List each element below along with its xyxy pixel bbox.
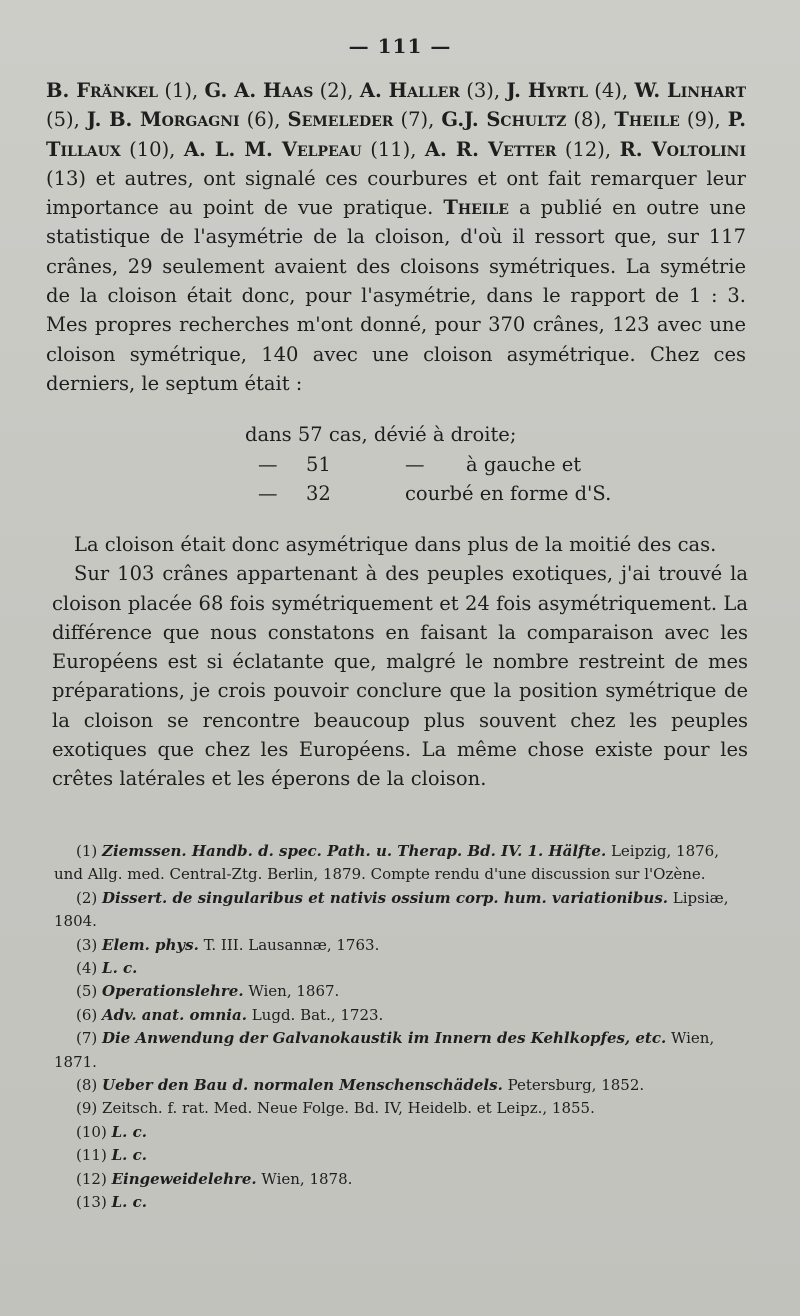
author-name: B. Fränkel [46, 79, 159, 102]
case-description: courbé en forme d'S. [405, 482, 612, 505]
case-text: dans 57 cas, dévié à droite; [245, 423, 517, 446]
author-name: A. L. M. Velpeau [183, 137, 362, 161]
footnote-number: (6) [76, 1005, 98, 1024]
footnote [54, 1191, 748, 1214]
footnote [54, 957, 748, 980]
ditto-dash: — [258, 482, 278, 505]
ref-text: (10), [120, 137, 184, 161]
ref-text: (9), [679, 108, 728, 132]
paragraph-authors [46, 76, 746, 398]
footnote-number: (7) [76, 1029, 98, 1048]
footnote-title: L. c. [111, 1193, 147, 1212]
ditto-dash: — [258, 452, 278, 476]
ref-text: (12), [556, 137, 620, 161]
author-name: A. R. Vetter [424, 137, 557, 161]
body-text: a publié en outre une statistique de l'asymétrie de la cloison, d'où il ressort que, sur 117 crânes, 29 seulement avaient des cloisons symétriques. La symétrie de la cloison était donc, pour l'asymétrie, dans le rapport de 1 : 3. Mes propres recherches m'ont donné, pour 370 crânes, 123 avec une cloison symétrique, 140 avec une cloison asymétrique. Chez ces derniers, le septum était : [46, 196, 746, 395]
footnote [54, 1144, 748, 1167]
ref-text: (11), [361, 137, 425, 161]
case-row [0, 479, 800, 509]
footnote-number: (13) [76, 1193, 107, 1212]
footnote-text: T. III. Lausannæ, 1763. [198, 935, 380, 954]
footnote-text: Wien, 1867. [243, 982, 340, 1001]
author-name: Theile [443, 196, 509, 220]
footnote-number: (1) [76, 842, 98, 860]
footnote-title: L. c. [111, 1146, 147, 1165]
author-name: G.J. Schultz [441, 108, 567, 132]
footnote [54, 980, 748, 1003]
ref-text: (2), [313, 79, 360, 102]
author-name: Theile [614, 108, 680, 132]
body-text: (13) et autres, ont signalé ces courbures et ont fait remarquer leur importance au point de vue pratique. [46, 166, 746, 220]
author-name: J. Hyrtl [506, 79, 588, 102]
footnote [54, 1097, 748, 1120]
ref-text: (5), [46, 108, 87, 132]
ref-text: (3), [459, 79, 507, 102]
author-name: P. Tillaux [46, 108, 747, 161]
footnote-number: (9) [76, 1099, 98, 1118]
footnote-number: (11) [76, 1146, 107, 1165]
footnote-title: Adv. anat. omnia. [102, 1005, 247, 1024]
case-count: 32 [306, 482, 331, 505]
case-row [0, 450, 800, 480]
conclusion-text [52, 530, 748, 794]
footnote-title: Dissert. de singularibus et nativis ossium corp. hum. variationibus. [102, 888, 668, 907]
footnote-number: (8) [76, 1076, 98, 1095]
footnote-title: Ziemssen. Handb. d. spec. Path. u. Therap. Bd. IV. 1. Hälfte. [102, 842, 607, 860]
paragraph: La cloison était donc asymétrique dans plus de la moitié des cas. [74, 533, 717, 556]
footnote-text: Lipsiæ, 1804. [54, 888, 729, 931]
ref-text: (1), [158, 79, 205, 102]
footnote-text: Zeitsch. f. rat. Med. Neue Folge. Bd. IV, Heidelb. et Leipz., 1855. [102, 1099, 595, 1118]
footnote [54, 1004, 748, 1027]
author-name: Semeleder [287, 108, 394, 132]
footnote-title: Eingeweidelehre. [111, 1169, 257, 1188]
footnote-text: Lugd. Bat., 1723. [246, 1005, 384, 1024]
ref-text: (7), [393, 108, 442, 132]
footnote [54, 1121, 748, 1144]
footnote-number: (4) [76, 959, 98, 978]
footnote-title: Elem. phys. [102, 935, 199, 954]
case-list [0, 420, 800, 509]
footnote-title: L. c. [102, 959, 138, 978]
footnote-text: Leipzig, 1876, und Allg. med. Central-Ztg. Berlin, 1879. Compte rendu d'une discussion sur l'Ozène. [54, 842, 719, 884]
case-count: 51 [306, 452, 331, 476]
author-name: J. B. Morgagni [86, 108, 240, 132]
author-name: W. Linhart [634, 79, 746, 102]
author-name: G. A. Haas [204, 79, 314, 102]
footnote-number: (10) [76, 1122, 107, 1141]
footnote [54, 1027, 748, 1074]
footnote-text: Wien, 1871. [54, 1029, 715, 1071]
footnote-number: (5) [76, 982, 98, 1001]
footnote-title: L. c. [111, 1122, 147, 1141]
author-name: R. Voltolini [619, 137, 747, 161]
page-number: — 111 — [348, 34, 452, 58]
footnote [54, 887, 748, 934]
footnote-title: Die Anwendung der Galvanokaustik im Innern des Kehlkopfes, etc. [102, 1029, 667, 1048]
footnote [54, 934, 748, 957]
footnote [54, 1168, 748, 1191]
case-description: à gauche et [466, 452, 582, 476]
ref-text: (4), [587, 79, 635, 102]
footnote [54, 1074, 748, 1097]
ditto-dash: — [405, 452, 425, 476]
paragraph: Sur 103 crânes appartenant à des peuples exotiques, j'ai trouvé la cloison placée 68 fois symétriquement et 24 fois asymétriquement. La différence que nous constatons en faisant la comparaison avec les Européens est si éclatante que, malgré le nombre restreint de mes préparations, je crois pouvoir conclure que la position symétrique de la cloison se rencontre beaucoup plus souvent chez les peuples exotiques que chez les Européens. La même chose existe pour les crêtes latérales et les éperons de la cloison. [52, 562, 748, 791]
footnote-number: (2) [76, 888, 98, 907]
footnote [54, 840, 748, 887]
author-name: A. Haller [359, 79, 460, 102]
footnote-title: Operationslehre. [102, 982, 244, 1001]
footnote-title: Ueber den Bau d. normalen Menschenschädels. [102, 1076, 503, 1095]
ref-text: (8), [566, 108, 615, 132]
case-row [0, 420, 800, 450]
footnote-text: Wien, 1878. [256, 1169, 353, 1188]
footnotes [54, 840, 748, 1215]
ref-text: (6), [239, 108, 288, 132]
footnote-text: Petersburg, 1852. [502, 1076, 645, 1095]
footnote-number: (3) [76, 935, 98, 954]
footnote-number: (12) [76, 1169, 107, 1188]
